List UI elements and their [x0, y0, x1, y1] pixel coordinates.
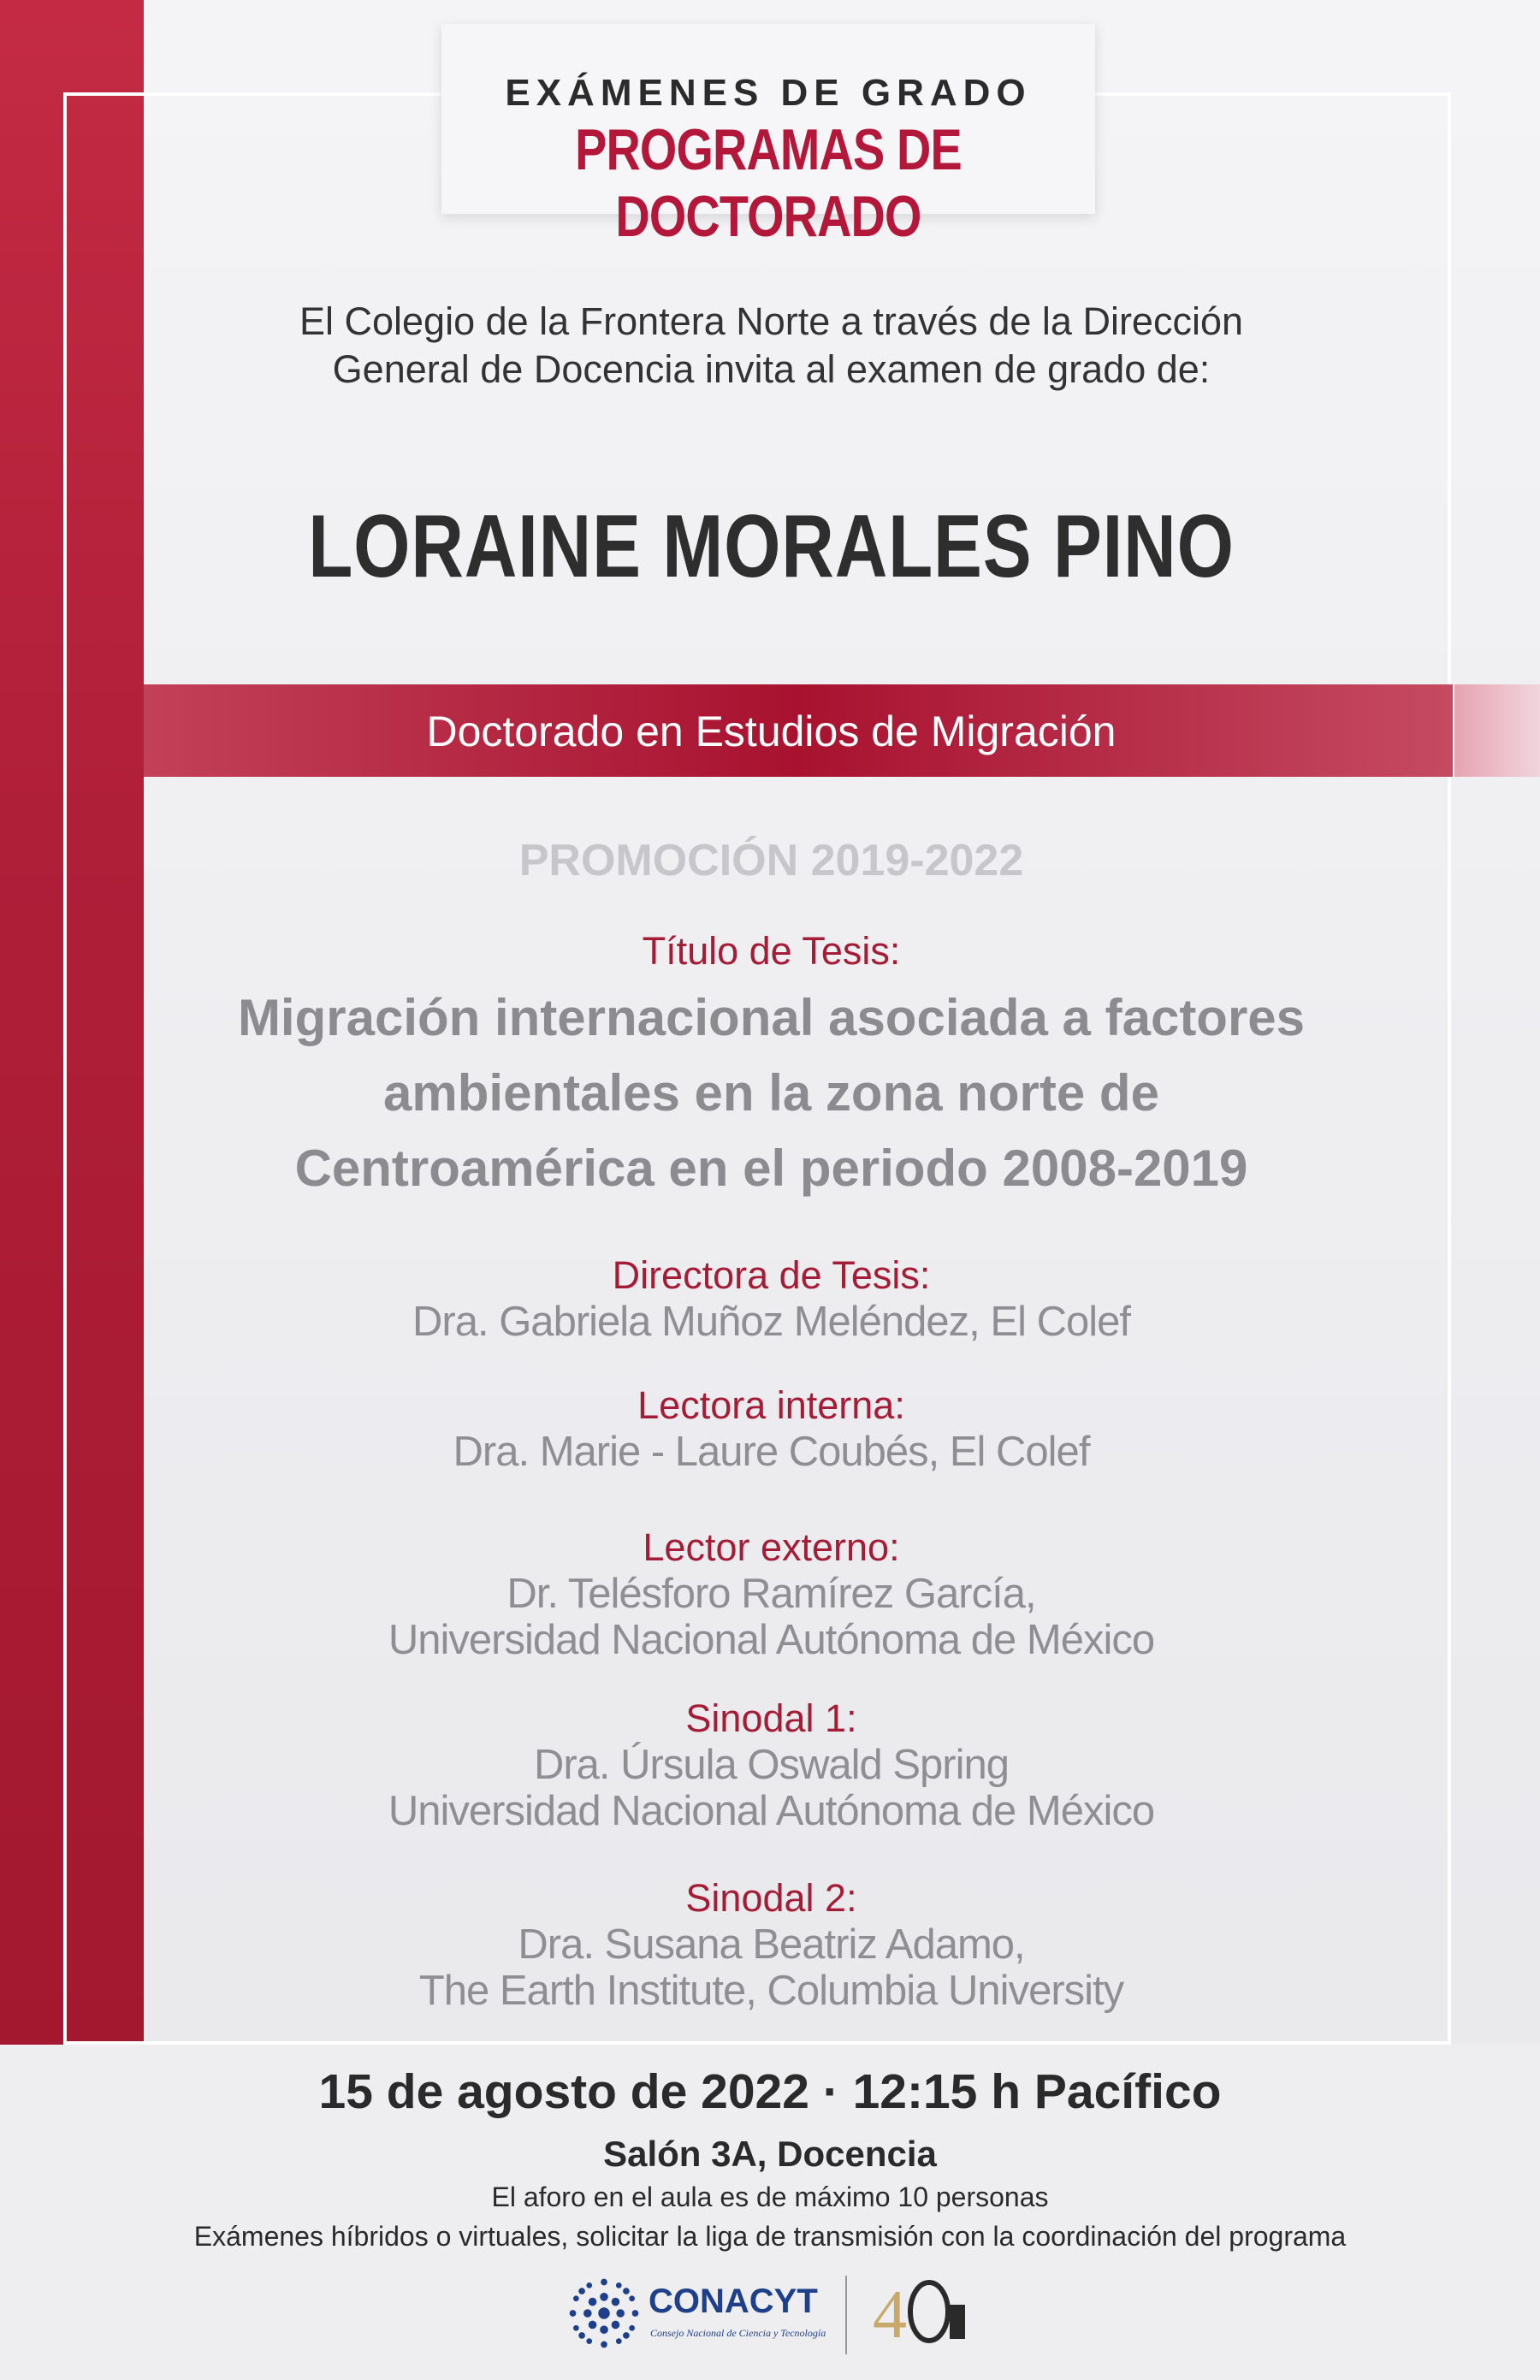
conacyt-logo-icon — [563, 2272, 645, 2354]
committee-external-reader — [144, 1525, 1399, 1663]
capacity-note: El aforo en el aula es de máximo 10 personas — [491, 2182, 1049, 2212]
promotion: PROMOCIÓN 2019-2022 — [518, 836, 1024, 885]
role-label: Lector externo: — [643, 1525, 900, 1569]
thesis-title — [144, 980, 1399, 1206]
thesis-title-line-1: Migración internacional asociada a factores — [237, 989, 1306, 1046]
committee-sinodal-2 — [144, 1875, 1399, 2014]
header-title: EXÁMENES DE GRADO — [505, 72, 1032, 114]
member-name: Dra. Susana Beatriz Adamo, — [518, 1921, 1025, 1968]
committee-internal-reader — [144, 1382, 1399, 1475]
role-label: Sinodal 1: — [685, 1696, 857, 1740]
intro-line-1: El Colegio de la Frontera Norte a través de la Dirección — [299, 299, 1244, 343]
member-name: Dr. Telésforo Ramírez García, — [506, 1571, 1036, 1617]
committee-sinodal-1 — [144, 1696, 1399, 1834]
conacyt-name: CONACYT — [649, 2282, 818, 2320]
conacyt-subtitle: Consejo Nacional de Ciencia y Tecnología — [650, 2327, 826, 2339]
role-label: Lectora interna: — [637, 1383, 905, 1427]
logo-divider — [845, 2276, 847, 2354]
role-label: Sinodal 2: — [685, 1876, 857, 1920]
header-subtitle: PROGRAMAS DE DOCTORADO — [575, 117, 962, 249]
intro-line-2: General de Docencia invita al examen de grado de: — [332, 347, 1211, 391]
header-card — [441, 24, 1095, 249]
colef-40-years-logo-icon — [873, 2270, 967, 2356]
member-name: Dra. Úrsula Oswald Spring — [533, 1742, 1010, 1788]
candidate-name: LORAINE MORALES PINO — [308, 497, 1235, 596]
program-name: Doctorado en Estudios de Migración — [426, 707, 1116, 755]
member-name: Dra. Marie - Laure Coubés, El Colef — [453, 1429, 1090, 1475]
logos-row — [554, 2267, 1034, 2361]
thesis-label: Título de Tesis: — [642, 929, 901, 973]
virtual-note: Exámenes híbridos o virtuales, solicitar la liga de transmisión con la coordinación del programa — [193, 2221, 1347, 2252]
member-affiliation: Universidad Nacional Autónoma de México — [388, 1617, 1155, 1663]
thesis-title-line-3: Centroamérica en el periodo 2008-2019 — [294, 1140, 1248, 1197]
program-band-fade — [1454, 684, 1540, 777]
member-affiliation: Universidad Nacional Autónoma de México — [388, 1788, 1155, 1834]
intro-text — [144, 298, 1399, 394]
member-affiliation: The Earth Institute, Columbia University — [418, 1968, 1124, 2014]
svg-text:4: 4 — [873, 2277, 907, 2353]
committee-director — [144, 1252, 1399, 1345]
event-room: Salón 3A, Docencia — [603, 2134, 937, 2174]
thesis-title-line-2: ambientales en la zona norte de — [383, 1064, 1159, 1122]
role-label: Directora de Tesis: — [612, 1253, 931, 1297]
member-name: Dra. Gabriela Muñoz Meléndez, El Colef — [412, 1299, 1130, 1345]
event-datetime: 15 de agosto de 2022 · 12:15 h Pacífico — [318, 2064, 1222, 2119]
